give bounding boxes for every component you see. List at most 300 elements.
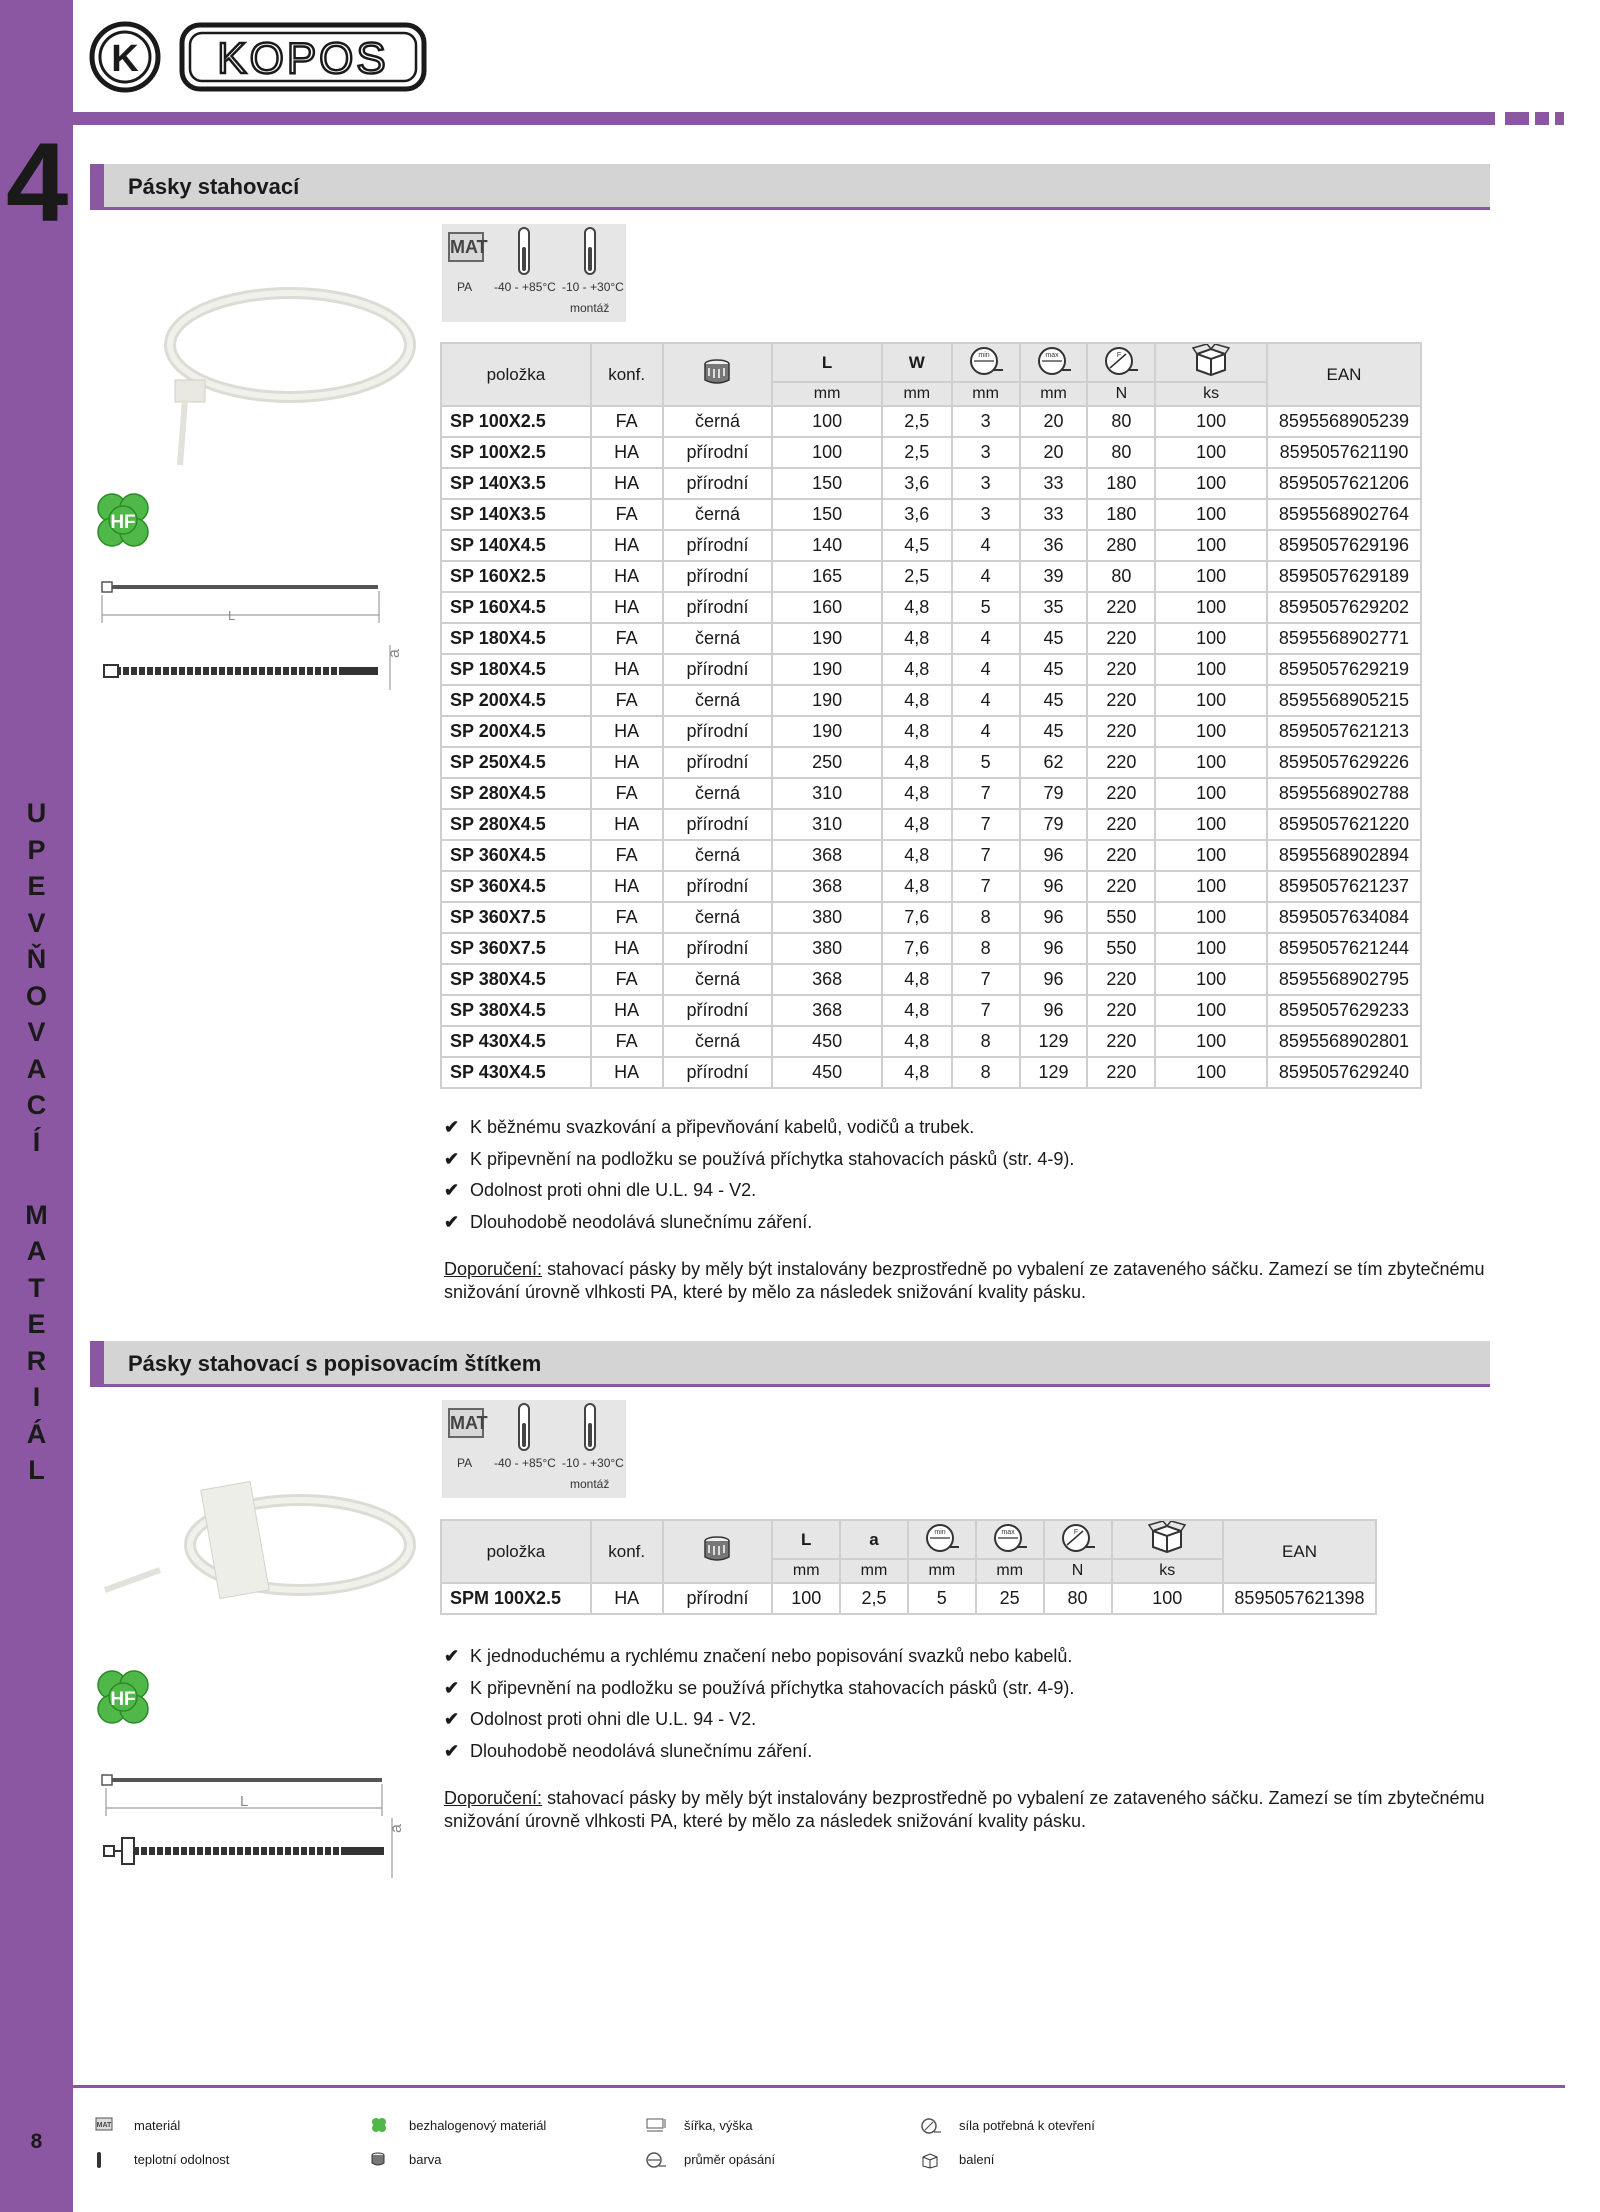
table-cell: 4,8 [882,623,952,654]
table-cell: černá [663,964,773,995]
mat-icon [95,2117,113,2131]
table-cell: černá [663,623,773,654]
table-cell: 7 [952,778,1020,809]
table-cell: 96 [1020,902,1088,933]
table-cell: 96 [1020,933,1088,964]
table-cell: 8595057629189 [1267,561,1421,592]
table-cell: 8595057629196 [1267,530,1421,561]
table-cell: 4,8 [882,995,952,1026]
table-cell: 2,5 [840,1583,908,1614]
table-cell: 79 [1020,778,1088,809]
table-cell: přírodní [663,592,773,623]
feature-bullet: ✔ Dlouhodobě neodolává slunečnímu záření. [444,1211,813,1232]
table-cell: 33 [1020,499,1088,530]
check-icon: ✔ [444,1677,460,1698]
col-package [1155,343,1267,382]
table-cell: 100 [1155,654,1267,685]
table-cell: 8595568905215 [1267,685,1421,716]
col-color [663,1520,773,1583]
table-cell: přírodní [663,933,773,964]
svg-text:F: F [1117,352,1122,359]
table-cell: FA [591,406,663,437]
table-cell: HA [591,654,663,685]
cable-tie-photo [100,275,430,475]
side-letter: V [27,1017,46,1047]
legend-label: šířka, výška [684,2118,753,2133]
table-cell: 96 [1020,871,1088,902]
item-code: SP 430X4.5 [441,1057,591,1088]
item-code: SP 140X3.5 [441,468,591,499]
table-cell: 7 [952,840,1020,871]
table-cell: přírodní [663,437,773,468]
max-diameter-icon [1034,344,1074,376]
table-cell: 220 [1087,592,1155,623]
opening-force-icon [920,2117,938,2131]
table-row [441,1583,1376,1614]
table-row [441,654,1421,685]
package-icon [1147,1521,1187,1553]
col-length: L [772,1520,840,1559]
table-cell: 550 [1087,902,1155,933]
col-length: L [772,343,882,382]
table-row [441,933,1421,964]
table-cell: přírodní [663,871,773,902]
col-color [663,343,773,406]
side-letter: M [25,1199,48,1230]
table-cell: HA [591,995,663,1026]
table-cell: 220 [1087,809,1155,840]
hf-icon [370,2117,388,2131]
table-cell: 7,6 [882,902,952,933]
table-cell: 190 [772,716,882,747]
check-icon: ✔ [444,1117,460,1137]
item-code: SP 430X4.5 [441,1026,591,1057]
legend-label: síla potřebná k otevření [959,2118,1095,2133]
table-cell: 4 [952,561,1020,592]
item-code: SP 360X7.5 [441,902,591,933]
check-icon: ✔ [444,1180,460,1200]
table-cell: HA [591,530,663,561]
max-diameter-icon [990,1521,1030,1553]
table-cell: 180 [1087,499,1155,530]
table-cell: HA [591,716,663,747]
svg-text:MAT: MAT [96,2122,112,2129]
side-letter: V [27,907,46,938]
table-cell: 100 [772,437,882,468]
table-cell: 79 [1020,809,1088,840]
table-cell: 25 [976,1583,1044,1614]
table-cell: přírodní [663,561,773,592]
chapter-number: 4 [6,120,65,245]
table-cell: 7 [952,995,1020,1026]
table-cell: 190 [772,623,882,654]
bundle-diameter-icon [645,2151,663,2165]
table-cell: 4,8 [882,716,952,747]
table-cell: 368 [772,840,882,871]
width-height-icon [645,2117,663,2131]
svg-text:F: F [1073,1529,1078,1536]
svg-text:max: max [1001,1529,1015,1536]
table-cell: HA [591,1057,663,1088]
table-cell: 5 [908,1583,976,1614]
table-cell: 4 [952,685,1020,716]
mat-icon: MAT [448,1408,484,1438]
side-letter: I [32,1382,41,1412]
chapter-side-title [0,795,73,1489]
table-cell: 4,8 [882,778,952,809]
table-cell: 4,8 [882,1057,952,1088]
table-cell: HA [591,561,663,592]
table-cell: 8595057629233 [1267,995,1421,1026]
table-cell: 100 [1155,716,1267,747]
table-cell: 450 [772,1057,882,1088]
table-cell: 2,5 [882,406,952,437]
svg-text:min: min [934,1529,946,1536]
table-cell: 45 [1020,716,1088,747]
table-cell: 100 [1155,437,1267,468]
table-cell: přírodní [663,1057,773,1088]
thermometer-icon [95,2151,113,2165]
table-cell: 220 [1087,840,1155,871]
table-cell: 100 [1155,933,1267,964]
table-cell: 96 [1020,840,1088,871]
table-cell: 368 [772,964,882,995]
temp-assembly: -10 - +30°C [562,1456,624,1470]
section-header: Pásky stahovací [90,164,1490,210]
product-table: položka konf. L W min max F EAN mm mm mm mm N ks SP 100X2.5 FA černá 100 2,5 3 20 80 100 8595568905239 SP 100X2.5 HA přírodní 100 2,5 3 20 80 100 8595057621190 SP 140X3.5 HA přírodní 150 3,6 3 33 180 100 8595057621206 SP 140X3.5 FA černá 150 3,6 3 33 180 100 8595568902764 SP 140X4.5 HA přírodní 140 4,5 4 36 280 100 8595057629196 SP 160X2.5 HA přírodní 165 2,5 4 39 80 100 8595057629189 SP 160X4.5 HA přírodní 160 4,8 5 35 220 100 8595057629202 SP 180X4.5 FA černá 190 4,8 4 45 220 100 8595568902771 SP 180X4.5 HA přírodní 190 4,8 4 45 220 100 8595057629219 SP 200X4.5 FA černá 190 4,8 4 45 220 100 8595568905215 SP 200X4.5 HA přírodní 190 4,8 4 45 220 100 8595057621213 SP 250X4.5 HA přírodní 250 4,8 5 62 220 100 8595057629226 SP 280X4.5 FA černá 310 4,8 7 79 220 100 8595568902788 SP 280X4.5 HA přírodní 310 4,8 7 79 220 100 8595057621220 SP 360X4.5 FA černá 368 4,8 7 96 220 100 8595568902894 SP 360X4.5 HA přírodní 368 4,8 7 96 220 100 8595057621237 SP 360X7.5 FA černá 380 7,6 8 96 550 100 8595057634084 SP 360X7.5 HA přírodní 380 7,6 8 96 550 100 8595057621244 SP 380X4.5 FA černá 368 4,8 7 96 220 100 8595568902795 SP 380X4.5 HA přírodní 368 4,8 7 96 220 100 8595057629233 SP 430X4.5 FA černá 450 4,8 8 129 220 100 8595568902801 SP 430X4.5 HA přírodní 450 4,8 8 129 220 100 8595057629240 [440,342,1422,1089]
table-row [441,716,1421,747]
table-cell: přírodní [663,747,773,778]
col-label-width: a [840,1520,908,1559]
col-width: W [882,343,952,382]
item-code: SP 380X4.5 [441,964,591,995]
table-cell: 100 [1155,902,1267,933]
product-table: položka konf. L a min max F EAN mm mm mm mm N ks SPM 100X2.5 HA přírodní 100 2,5 5 25 80 100 8595057621398 [440,1519,1377,1615]
table-cell: 4,8 [882,747,952,778]
table-cell: 220 [1087,623,1155,654]
table-cell: 7,6 [882,933,952,964]
table-cell: 5 [952,747,1020,778]
table-row [441,499,1421,530]
hf-icon [90,1665,156,1731]
table-cell: 4,8 [882,840,952,871]
table-cell: černá [663,685,773,716]
table-cell: 3,6 [882,468,952,499]
table-row [441,623,1421,654]
table-cell: HA [591,1583,663,1614]
table-cell: 220 [1087,778,1155,809]
svg-text:HF: HF [110,1689,136,1710]
table-cell: 3 [952,437,1020,468]
table-cell: přírodní [663,654,773,685]
table-cell: černá [663,1026,773,1057]
table-row [441,840,1421,871]
mat-icon: MAT [448,232,484,262]
svg-text:max: max [1044,352,1059,359]
material-value: PA [457,1456,473,1470]
table-row [441,964,1421,995]
table-cell: 220 [1087,1026,1155,1057]
table-cell: 8 [952,902,1020,933]
item-code: SP 160X2.5 [441,561,591,592]
svg-text:HF: HF [110,512,136,533]
table-cell: 4,8 [882,871,952,902]
table-cell: přírodní [663,716,773,747]
thermometer-icon [584,227,596,275]
footer-rule [73,2085,1565,2088]
table-cell: 8595057621237 [1267,871,1421,902]
header-square [1535,112,1549,125]
table-cell: 45 [1020,685,1088,716]
table-cell: 368 [772,995,882,1026]
table-cell: 3 [952,406,1020,437]
table-cell: 33 [1020,468,1088,499]
table-cell: černá [663,778,773,809]
check-icon: ✔ [444,1709,460,1729]
table-cell: FA [591,964,663,995]
table-cell: 160 [772,592,882,623]
check-icon: ✔ [444,1148,460,1169]
table-cell: 8595568902795 [1267,964,1421,995]
feature-bullet: ✔ K připevnění na podložku se používá příchytka stahovacích pásků (str. 4-9). [444,1677,1075,1698]
table-cell: 380 [772,933,882,964]
table-cell: HA [591,437,663,468]
col-max-diameter [976,1520,1044,1559]
item-code: SP 360X4.5 [441,871,591,902]
item-code: SP 250X4.5 [441,747,591,778]
col-max-diameter [1020,343,1088,382]
check-icon: ✔ [444,1740,460,1761]
table-cell: 100 [1155,561,1267,592]
thermometer-icon [584,1403,596,1451]
item-code: SP 200X4.5 [441,685,591,716]
table-cell: FA [591,902,663,933]
material-box [442,1400,626,1498]
table-cell: černá [663,902,773,933]
feature-bullet: ✔ K připevnění na podložku se používá příchytka stahovacích pásků (str. 4-9). [444,1148,1075,1169]
table-cell: 8595568902894 [1267,840,1421,871]
item-code: SP 280X4.5 [441,778,591,809]
table-cell: HA [591,809,663,840]
side-letter: P [27,834,46,865]
table-cell: 100 [772,406,882,437]
table-cell: 4 [952,716,1020,747]
table-cell: 8595057621244 [1267,933,1421,964]
table-cell: HA [591,871,663,902]
table-cell: HA [591,468,663,499]
col-ean: EAN [1267,343,1421,406]
col-ean: EAN [1223,1520,1376,1583]
feature-bullet: ✔ K běžnému svazkování a připevňování kabelů, vodičů a trubek. [444,1117,975,1137]
side-letter: Í [32,1126,41,1157]
table-cell: 100 [772,1583,840,1614]
table-cell: přírodní [663,995,773,1026]
legend-label: barva [409,2152,442,2167]
table-cell: 100 [1155,995,1267,1026]
package-icon [920,2151,938,2165]
item-code: SP 160X4.5 [441,592,591,623]
table-cell: 100 [1155,778,1267,809]
table-cell: 220 [1087,1057,1155,1088]
item-code: SP 200X4.5 [441,716,591,747]
table-row [441,437,1421,468]
table-row [441,1057,1421,1088]
cable-tie-dimension-drawing [100,575,420,695]
table-cell: 100 [1155,499,1267,530]
table-cell: 150 [772,499,882,530]
table-cell: přírodní [663,530,773,561]
item-code: SPM 100X2.5 [441,1583,591,1614]
table-cell: 129 [1020,1026,1088,1057]
table-cell: 100 [1155,840,1267,871]
table-cell: 220 [1087,654,1155,685]
table-row [441,685,1421,716]
table-cell: 3 [952,499,1020,530]
table-cell: 550 [1087,933,1155,964]
legend-label: průměr opásání [684,2152,776,2167]
table-cell: 100 [1155,530,1267,561]
table-cell: 100 [1155,1026,1267,1057]
table-cell: 190 [772,654,882,685]
table-cell: 250 [772,747,882,778]
check-icon: ✔ [444,1211,460,1232]
table-cell: 2,5 [882,437,952,468]
table-cell: FA [591,499,663,530]
table-cell: 100 [1155,747,1267,778]
col-force [1044,1520,1112,1559]
temp-assembly: -10 - +30°C [562,280,624,294]
table-cell: 100 [1155,468,1267,499]
side-letter: Á [26,1418,47,1449]
temp-operating: -40 - +85°C [494,280,556,294]
table-cell: 150 [772,468,882,499]
table-cell: 165 [772,561,882,592]
item-code: SP 360X7.5 [441,933,591,964]
table-cell: 4,8 [882,654,952,685]
thermometer-icon [518,1403,530,1451]
table-cell: HA [591,933,663,964]
table-cell: 8595057634084 [1267,902,1421,933]
table-cell: 45 [1020,654,1088,685]
table-cell: 96 [1020,964,1088,995]
material-box [442,224,626,322]
table-cell: 4 [952,654,1020,685]
header-square [1555,112,1564,125]
hf-icon [90,488,156,554]
color-icon [702,1535,732,1563]
table-cell: 35 [1020,592,1088,623]
col-item: položka [441,343,591,406]
section-header: Pásky stahovací s popisovacím štítkem [90,1341,1490,1387]
table-cell: 220 [1087,995,1155,1026]
legend-label: materiál [134,2118,181,2133]
table-cell: FA [591,623,663,654]
item-code: SP 140X3.5 [441,499,591,530]
table-cell: 100 [1155,406,1267,437]
table-cell: 5 [952,592,1020,623]
item-code: SP 100X2.5 [441,406,591,437]
table-cell: přírodní [663,809,773,840]
table-cell: 7 [952,809,1020,840]
table-cell: 8 [952,1057,1020,1088]
table-cell: 220 [1087,747,1155,778]
table-cell: FA [591,1026,663,1057]
min-diameter-icon [966,344,1006,376]
svg-text:L: L [240,1793,249,1810]
table-cell: 310 [772,809,882,840]
table-cell: 8595057629202 [1267,592,1421,623]
recommendation-note: Doporučení: stahovací pásky by měly být instalovány bezprostředně po vybalení ze zataveného sáčku. Zamezí se tím zbytečnému snižování úrovně vlhkosti PA, které by mělo za následek snižování kvality pásku. [444,1259,1485,1303]
marker-cable-tie-photo [100,1450,430,1630]
table-cell: 36 [1020,530,1088,561]
table-cell: HA [591,747,663,778]
kopos-logo [88,20,428,94]
min-diameter-icon [922,1521,962,1553]
col-package [1112,1520,1224,1559]
table-cell: 100 [1155,871,1267,902]
table-cell: 220 [1087,685,1155,716]
side-letter: Ň [26,944,47,974]
table-cell: 368 [772,871,882,902]
table-cell: 4,8 [882,685,952,716]
table-cell: 220 [1087,964,1155,995]
table-cell: 45 [1020,623,1088,654]
side-letter: R [26,1345,47,1376]
table-cell: 129 [1020,1057,1088,1088]
recommendation-note: Doporučení: stahovací pásky by měly být instalovány bezprostředně po vybalení ze zataveného sáčku. Zamezí se tím zbytečnému snižování úrovně vlhkosti PA, které by mělo za následek snižování kvality pásku. [444,1788,1485,1832]
table-cell: 8595057621220 [1267,809,1421,840]
header-rule [73,112,1495,125]
opening-force-icon [1058,1521,1098,1553]
table-cell: černá [663,840,773,871]
table-cell: 8595057629219 [1267,654,1421,685]
table-cell: 100 [1155,592,1267,623]
side-letter: T [28,1272,45,1303]
table-row [441,468,1421,499]
table-cell: 80 [1087,437,1155,468]
table-cell: 20 [1020,437,1088,468]
color-icon [370,2151,388,2165]
item-code: SP 100X2.5 [441,437,591,468]
material-value: PA [457,280,473,294]
table-cell: FA [591,778,663,809]
table-cell: 80 [1044,1583,1112,1614]
feature-bullet: ✔ K jednoduchému a rychlému značení nebo popisování svazků nebo kabelů. [444,1646,1073,1666]
table-row [441,1026,1421,1057]
table-cell: 39 [1020,561,1088,592]
col-min-diameter [952,343,1020,382]
legend-label: bezhalogenový materiál [409,2118,547,2133]
col-min-diameter [908,1520,976,1559]
header-square [1505,112,1529,125]
table-cell: 8595568902801 [1267,1026,1421,1057]
col-conf: konf. [591,1520,663,1583]
table-cell: 8595568905239 [1267,406,1421,437]
table-cell: přírodní [663,468,773,499]
table-cell: 8 [952,1026,1020,1057]
side-letter: A [26,1053,47,1084]
table-row [441,902,1421,933]
side-letter: U [26,798,47,828]
table-cell: FA [591,685,663,716]
table-cell: 190 [772,685,882,716]
table-cell: 4,8 [882,809,952,840]
thermometer-icon [518,227,530,275]
table-cell: 8595057629226 [1267,747,1421,778]
item-code: SP 180X4.5 [441,623,591,654]
opening-force-icon [1101,344,1141,376]
table-cell: 220 [1087,871,1155,902]
